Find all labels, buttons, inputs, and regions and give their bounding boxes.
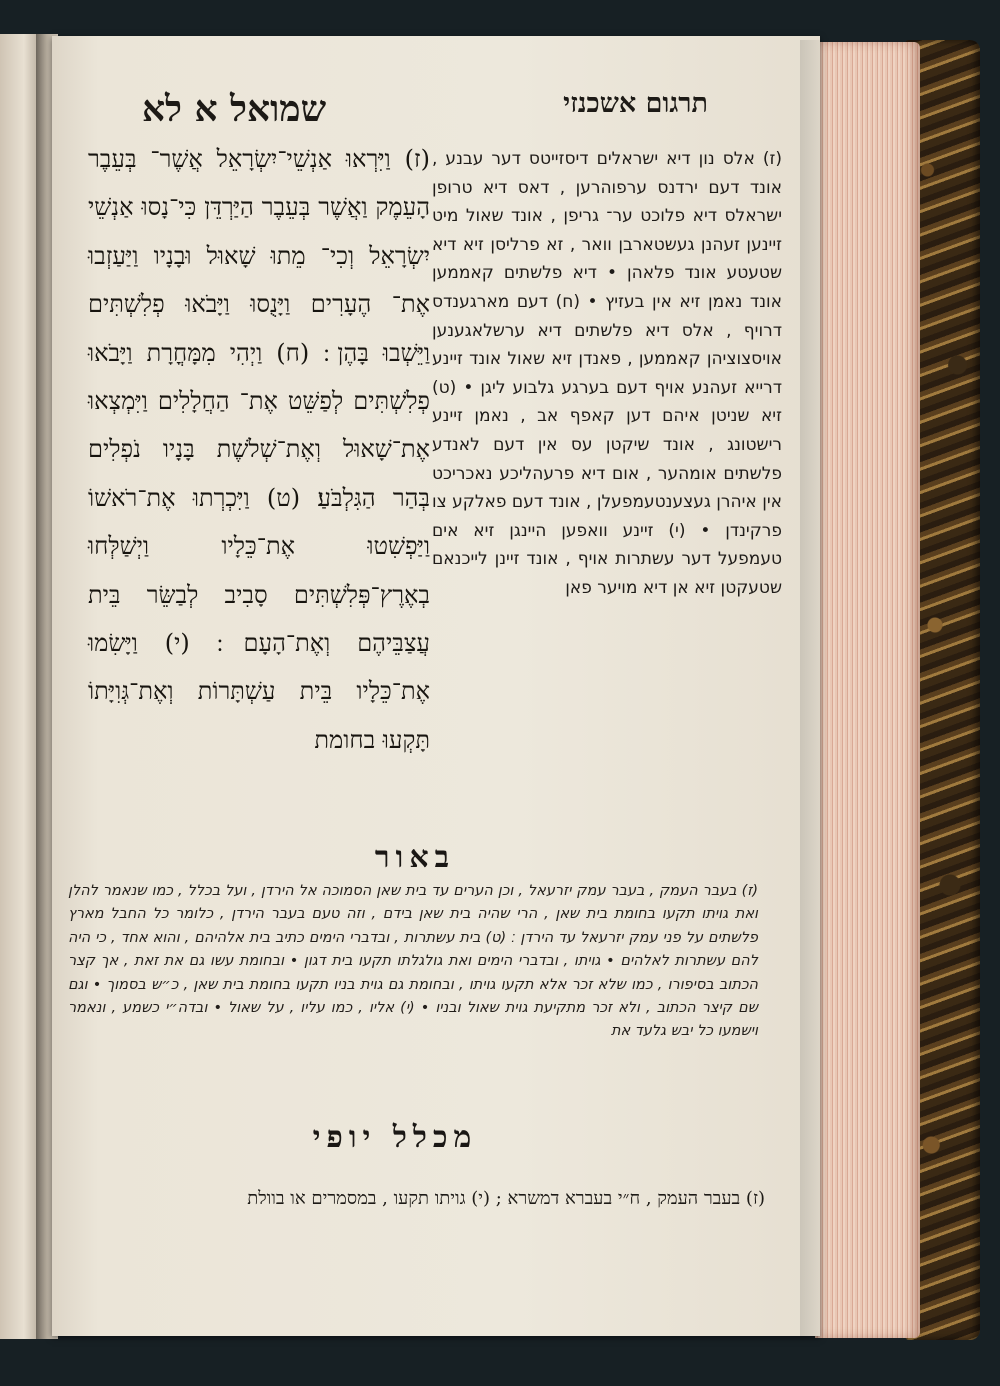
page-fore-edge xyxy=(815,42,920,1338)
mikhlal-yofi-commentary xyxy=(90,1186,765,1212)
running-header-book-chapter: שמואל א לא xyxy=(142,88,327,130)
hebrew-text-column xyxy=(88,135,430,764)
running-header-targum: תרגום אשכנזי xyxy=(563,88,708,119)
biur-commentary-text: (ז) בעבר העמק , בעבר עמק יזרעאל , וכן הערים עד בית שאן הסמוכה אל הירדן , ועל בכלל , כמו שנאמר להלן ואת גויתו תקעו בחומת בית שאן , הרי שהיה בית שאן בידם , וזה טעם בעבר הירדן , כלומר כל החבל מארץ פלשתים על פני עמק יזרעאל עד הירדן ׃ (ט) בית עשתרות , ובדברי הימים כתיב בית אלהיהם , והוא אחד , כי היה להם עשתרות לאלהים • גויתו , ובדברי הימים ואת גולגלתו תקעו בית דגון • ובחומת עשו גם את זאת , אך קצר הכתוב בסיפורו , כמו שלא זכר אלא תקעו גויתו , ובחומת גם גוית בניו תקעו בחומת בית שאן , כ״ש בסמוך • וגם שם קיצר הכתוב , ולא זכר מתקיעת גוית שאול ובניו • (י) אליו , כמו עליו , על שאול • ובדה״י כשמע , ונאמר וישמעו כל יבש גלעד את xyxy=(68,883,758,1040)
left-facing-page xyxy=(0,34,40,1339)
hebrew-verse-text: (ז) וַיִּרְאוּ אַנְשֵׁי־יִשְׂרָאֵל אֲשֶׁר־ בְּעֵבֶר הָעֵמֶק וַאֲשֶׁר בְּעֵבֶר הַיַּרְדֵּן כִּי־נָסוּ אַנְשֵׁי יִשְׂרָאֵל וְכִי־ מֵתוּ שָׁאוּל וּבָנָיו וַיַּעַזְבוּ אֶת־ הֶעָרִים וַיָּנֻסוּ וַיָּבֹאוּ פְלִשְׁתִּים וַיֵּשְׁבוּ בָּהֶן ׃ (ח) וַיְהִי מִמָּחֳרָת וַיָּבֹאוּ פְלִשְׁתִּים לְפַשֵּׁט אֶת־ הַחֲלָלִים וַיִּמְצְאוּ אֶת־שָׁאוּל וְאֶת־שְׁלֹשֶׁת בָּנָיו נֹפְלִים בְּהַר הַגִּלְבֹּעַ׃ (ט) וַיִּכְרְתוּ אֶת־רֹאשׁוֹ וַיַּפְשִׁטוּ אֶת־כֵּלָיו וַיְשַׁלְּחוּ בְאֶרֶץ־פְּלִשְׁתִּים סָבִיב לְבַשֵּׂר בֵּית עֲצַבֵּיהֶם וְאֶת־הָעָם ׃ (י) וַיָּשִׂמוּ אֶת־כֵּלָיו בֵּית עַשְׁתָּרוֹת וְאֶת־גְּוִיָּתוֹ תָּקְעוּ בחומת xyxy=(88,145,430,754)
page-edge-shadow xyxy=(800,40,830,1340)
biur-commentary xyxy=(68,880,758,1044)
mikhlal-yofi-heading: מכלל יופי xyxy=(312,1120,478,1155)
biur-heading: באור xyxy=(374,840,456,875)
yiddish-translation-column xyxy=(432,145,782,603)
mikhlal-yofi-text: (ז) בעבר העמק , ח״י בעברא דמשרא ; (י) גויתו תקעו , במסמרים או בוולת xyxy=(247,1188,765,1209)
yiddish-translation-text: (ז) אלס נון דיא ישראלים דיסזייטס דער עבנע , אונד דעם ירדנס ערפוהרען , דאס דיא טרופן ישראלס דיא פלוכט ער־ גריפן , אונד שאול מיט זיינען זעהנן געשטארבן וואר , זא פרליסן זיא דיא שטעטע אונד פלאהן • דיא פלשתים קאממען אונד נאמן זיא אין בעזיץ • (ח) דעם מארגענדס דרויף , אלס דיא פלשתים דיא ערשלאגענען אויסצוציהן קאממען , פאנדן זיא שאול אונד זיינע דרייא זעהנע אויף דעם בערגע גלבוע ליגן • (ט) זיא שניטן איהם דען קאפף אב , נאמן זיינע רישטונג , אונד שיקטן עס אין דעם לאנדע פלשתים אומהער , אום דיא פרעהליכע נאכריכט אין איהרן געצענטעמפעלן , אונד דעם פאלקע צו פרקינדן • (י) זיינע וואפען היינגן זיא אים טעמפעל דער עשתרות אויף , אונד זיינן לייכנאם שטעקטן זיא אן דיא מויער פאן xyxy=(432,149,782,598)
